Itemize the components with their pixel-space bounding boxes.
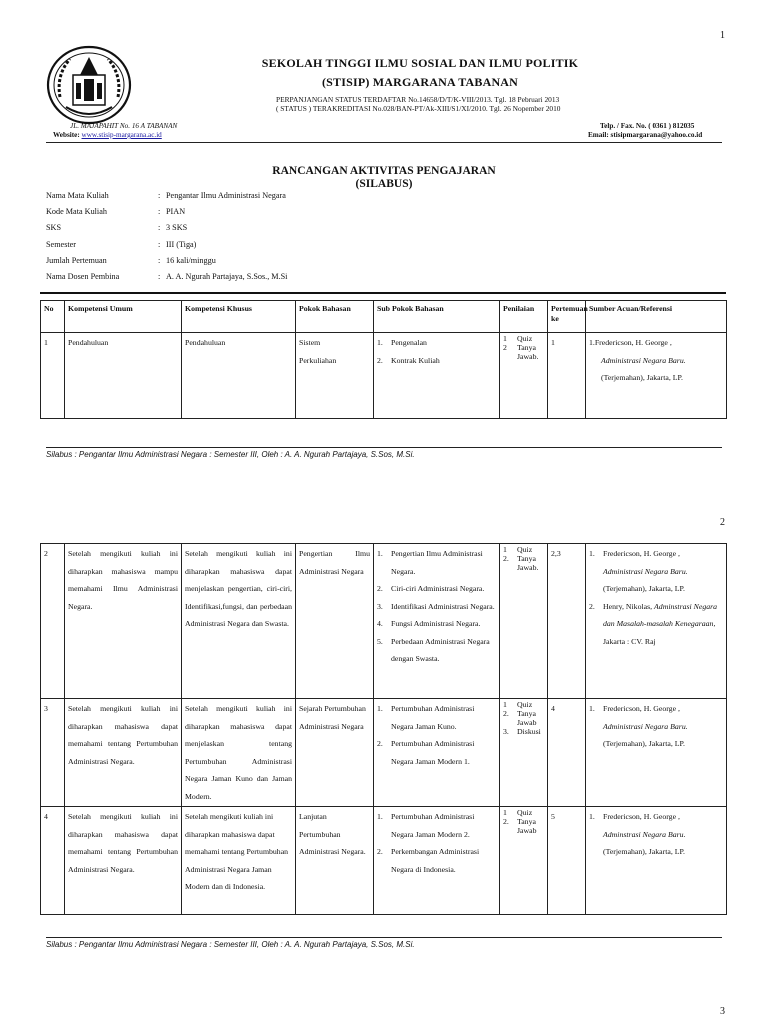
list-item: 1. Pertumbuhan Administrasi Negara Jaman Kuno. bbox=[377, 704, 475, 731]
course-info-row: Semester : III (Tiga) bbox=[46, 240, 287, 256]
cell-sub-pokok-bahasan bbox=[374, 699, 500, 807]
info-label: Semester bbox=[46, 239, 77, 249]
page-number-1: 1 bbox=[720, 30, 725, 41]
cell-pokok-bahasan: Lanjutan Pertumbuhan Administrasi Negara. bbox=[296, 807, 374, 915]
page-number-2: 2 bbox=[720, 517, 725, 528]
info-value: III (Tiga) bbox=[166, 239, 197, 249]
list-item: 1 Quiz bbox=[503, 334, 533, 343]
table-row bbox=[41, 544, 727, 699]
list-item: 1. Pengenalan bbox=[377, 338, 427, 347]
syllabus-table-page1 bbox=[40, 300, 727, 419]
list-item: 2. Tanya Jawab bbox=[503, 709, 537, 727]
list-item: 1. Pertumbuhan Administrasi Negara Jaman Modern 2. bbox=[377, 812, 475, 839]
cell-sub-pokok-bahasan bbox=[374, 333, 500, 419]
website-label: Website: bbox=[53, 131, 80, 139]
table-row bbox=[41, 699, 727, 807]
cell-pertemuan: 4 bbox=[548, 699, 586, 807]
cell-pokok-bahasan: Sejarah Pertumbuhan Administrasi Negara bbox=[296, 699, 374, 807]
cell-kompetensi-umum: Setelah mengikuti kuliah ini diharapkan mahasiswa mampu memahami Ilmu Administrasi Negara. bbox=[65, 544, 182, 699]
website-line bbox=[53, 131, 162, 140]
cell-kompetensi-umum: Setelah mengikuti kuliah ini diharapkan mahasiswa dapat memahami tentang Pertumbuhan Administrasi Negara. bbox=[65, 699, 182, 807]
ref-line: Jakarta : CV. Raj bbox=[603, 636, 656, 646]
col-header-kompetensi-khusus: Kompetensi Khusus bbox=[182, 301, 296, 333]
cell-referensi bbox=[586, 807, 727, 915]
ref-title: Administrasi Negara Baru. bbox=[601, 355, 686, 365]
ref-line: (Terjemahan), Jakarta, LP. bbox=[601, 373, 683, 382]
status-line-1: PERPANJANGAN STATUS TERDAFTAR No.14658/D/T/K-VIII/2013. Tgl. 18 Pebruari 2013 bbox=[276, 95, 560, 104]
course-info-row: Nama Dosen Pembina : A. A. Ngurah Partajaya, S.Sos., M.Si bbox=[46, 272, 287, 288]
list-item: 3. Identifikasi Administrasi Negara. bbox=[377, 601, 495, 611]
info-label: Nama Mata Kuliah bbox=[46, 191, 109, 200]
cell-pokok-bahasan: Pengertian Ilmu Administrasi Negara bbox=[296, 544, 374, 699]
list-item: 5. Perbedaan Administrasi Negara dengan Swasta. bbox=[377, 636, 490, 663]
header-rule bbox=[46, 142, 722, 143]
list-item: 2. Ciri-ciri Administrasi Negara. bbox=[377, 584, 485, 593]
pokok-line: Perkuliahan bbox=[299, 355, 337, 365]
institution-address: JL. MAJAPAHIT No. 16 A TABANAN bbox=[70, 122, 178, 130]
footer-rule bbox=[46, 447, 722, 448]
info-value: Pengantar Ilmu Administrasi Negara bbox=[166, 191, 286, 200]
cell-pertemuan: 2,3 bbox=[548, 544, 586, 699]
info-label: Nama Dosen Pembina bbox=[46, 271, 120, 281]
cell-kompetensi-khusus: Setelah mengikuti kuliah ini diharapkan mahasiswa dapat menjelaskan tentang Pertumbuhan Administrasi Negara Jaman Kuno dan Jaman Modern. bbox=[182, 699, 296, 807]
list-item: 1 Quiz bbox=[503, 700, 533, 709]
cell-sub-pokok-bahasan bbox=[374, 544, 500, 699]
institution-name-short: (STISIP) MARGARANA TABANAN bbox=[321, 75, 519, 89]
status-line-2: ( STATUS ) TERAKREDITASI No.028/BAN-PT/Ak-XIII/S1/XI/2010. Tgl. 26 Nopember 2010 bbox=[276, 104, 561, 113]
ref-title: Adminstrasi Negara Baru. bbox=[603, 829, 686, 839]
list-item: 2. Perkembangan Administrasi Negara di Indonesia. bbox=[377, 847, 480, 874]
info-label: Kode Mata Kuliah bbox=[46, 207, 107, 217]
ref-line: Henry, Nikolas, bbox=[603, 601, 655, 611]
cell-penilaian bbox=[500, 699, 548, 807]
ref-line: Fredericson, H. George , bbox=[603, 704, 680, 713]
list-item: 2. Pertumbuhan Administrasi Negara Jaman Modern 1. bbox=[377, 739, 475, 766]
ref-title: Administrasi Negara Baru. bbox=[603, 566, 688, 576]
cell-kompetensi-khusus: Setelah mengikuti kuliah ini diharapkan mahasiswa dapat menjelaskan pengertian, ciri-ciri, Identifikasi,fungsi, dan perbedaan Administrasi Negara dan Swasta. bbox=[182, 544, 296, 699]
info-rule bbox=[40, 292, 726, 294]
ref-line: (Terjemahan), Jakarta, LP. bbox=[603, 739, 685, 748]
col-header-sub-pokok-bahasan: Sub Pokok Bahasan bbox=[374, 301, 500, 333]
list-item: 2. Kontrak Kuliah bbox=[377, 355, 440, 365]
course-info-row: SKS : 3 SKS bbox=[46, 223, 287, 239]
col-header-referensi: Sumber Acuan/Referensi bbox=[586, 301, 727, 333]
institution-name: SEKOLAH TINGGI ILMU SOSIAL DAN ILMU POLITIK bbox=[261, 56, 579, 70]
ref-line: (Terjemahan), Jakarta, LP. bbox=[603, 847, 685, 856]
institution-logo-icon bbox=[46, 45, 132, 125]
course-info-row: Nama Mata Kuliah : Pengantar Ilmu Administrasi Negara bbox=[46, 191, 287, 207]
website-link[interactable]: www.stisip-margarana.ac.id bbox=[81, 131, 162, 139]
list-item: 1. Fredericson, H. George , Administrasi Negara Baru. (Terjemahan), Jakarta, LP. bbox=[589, 549, 688, 593]
cell-penilaian bbox=[500, 807, 548, 915]
ref-line: Fredericson, H. George , bbox=[603, 812, 680, 821]
info-label: SKS bbox=[46, 223, 62, 233]
footer-text: Silabus : Pengantar Ilmu Administrasi Negara : Semester III, Oleh : A. A. Ngurah Partajaya, S.Sos, M.Si. bbox=[46, 940, 415, 949]
page-number-3: 3 bbox=[720, 1006, 725, 1017]
course-info-row: Kode Mata Kuliah : PIAN bbox=[46, 207, 287, 223]
info-label: Jumlah Pertemuan bbox=[46, 255, 107, 265]
cell-penilaian bbox=[500, 333, 548, 419]
cell-pokok-bahasan bbox=[296, 333, 374, 419]
list-item: 1 Quiz bbox=[503, 808, 533, 817]
syllabus-table-page2 bbox=[40, 543, 727, 915]
cell-referensi bbox=[586, 544, 727, 699]
ref-line: 1.Fredericson, H. George , bbox=[589, 338, 672, 347]
ref-title: Administrasi Negara Baru. bbox=[603, 721, 688, 731]
col-header-pokok-bahasan: Pokok Bahasan bbox=[296, 301, 374, 333]
cell-no: 2 bbox=[41, 544, 65, 699]
table-row bbox=[41, 807, 727, 915]
list-item: 3. Diskusi bbox=[503, 727, 541, 736]
cell-penilaian bbox=[500, 544, 548, 699]
cell-sub-pokok-bahasan bbox=[374, 807, 500, 915]
list-item: 1 Quiz bbox=[503, 545, 533, 554]
cell-no: 3 bbox=[41, 699, 65, 807]
col-header-no: No bbox=[41, 301, 65, 333]
ref-title: Adminstrasi Negara dan Masalah-masalah Kenegaraan, bbox=[603, 601, 718, 628]
cell-kompetensi-khusus: Pendahuluan bbox=[182, 333, 296, 419]
info-value: PIAN bbox=[166, 207, 186, 217]
cell-pertemuan: 1 bbox=[548, 333, 586, 419]
list-item: 1. Fredericson, H. George , Administrasi Negara Baru. (Terjemahan), Jakarta, LP. bbox=[589, 704, 688, 748]
list-item: 1. Fredericson, H. George , Adminstrasi Negara Baru. (Terjemahan), Jakarta, LP. bbox=[589, 812, 686, 856]
col-header-kompetensi-umum: Kompetensi Umum bbox=[65, 301, 182, 333]
info-value: A. A. Ngurah Partajaya, S.Sos., M.Si bbox=[166, 271, 288, 281]
footer-rule bbox=[46, 937, 722, 938]
list-item: 2. Tanya Jawab bbox=[503, 817, 537, 835]
info-value: 3 SKS bbox=[166, 223, 188, 233]
pokok-line: Sistem bbox=[299, 338, 321, 347]
footer-text: Silabus : Pengantar Ilmu Administrasi Negara : Semester III, Oleh : A. A. Ngurah Partajaya, S.Sos, M.Si. bbox=[46, 450, 415, 459]
col-header-penilaian: Penilaian bbox=[500, 301, 548, 333]
list-item: 4. Fungsi Administrasi Negara. bbox=[377, 619, 481, 628]
cell-referensi bbox=[586, 699, 727, 807]
list-item: 1. Pengertian Ilmu Administrasi Negara. bbox=[377, 549, 483, 576]
list-item: 2. Tanya Jawab. bbox=[503, 554, 539, 572]
course-info bbox=[46, 191, 287, 288]
table-row bbox=[41, 333, 727, 419]
ref-line: (Terjemahan), Jakarta, LP. bbox=[603, 584, 685, 593]
document-title: RANCANGAN AKTIVITAS PENGAJARAN bbox=[272, 165, 496, 177]
course-info-row: Jumlah Pertemuan : 16 kali/minggu bbox=[46, 256, 287, 272]
list-item: 2 Tanya Jawab. bbox=[503, 343, 539, 361]
info-value: 16 kali/minggu bbox=[166, 255, 216, 265]
email-address: Email: stisipmargarana@yahoo.co.id bbox=[588, 131, 703, 139]
ref-line: Fredericson, H. George , bbox=[603, 549, 680, 558]
cell-kompetensi-umum: Setelah mengikuti kuliah ini diharapkan mahasiswa dapat memahami tentang Pertumbuhan Administrasi Negara. bbox=[65, 807, 182, 915]
phone-fax: Telp. / Fax. No. ( 0361 ) 812035 bbox=[600, 122, 695, 130]
cell-no: 1 bbox=[41, 333, 65, 419]
col-header-pertemuan: Pertemuan ke bbox=[548, 301, 586, 333]
document-subtitle: (SILABUS) bbox=[355, 178, 413, 190]
cell-no: 4 bbox=[41, 807, 65, 915]
table-header-row bbox=[41, 301, 727, 333]
cell-kompetensi-umum: Pendahuluan bbox=[65, 333, 182, 419]
cell-kompetensi-khusus: Setelah mengikuti kuliah ini diharapkan mahasiswa dapat memahami tentang Pertumbuhan Administrasi Negara Jaman Modern dan di Indonesia. bbox=[182, 807, 296, 915]
cell-pertemuan: 5 bbox=[548, 807, 586, 915]
list-item: 2. Henry, Nikolas, Adminstrasi Negara dan Masalah-masalah Kenegaraan, Jakarta : CV. Raj bbox=[589, 601, 718, 646]
cell-referensi bbox=[586, 333, 727, 419]
